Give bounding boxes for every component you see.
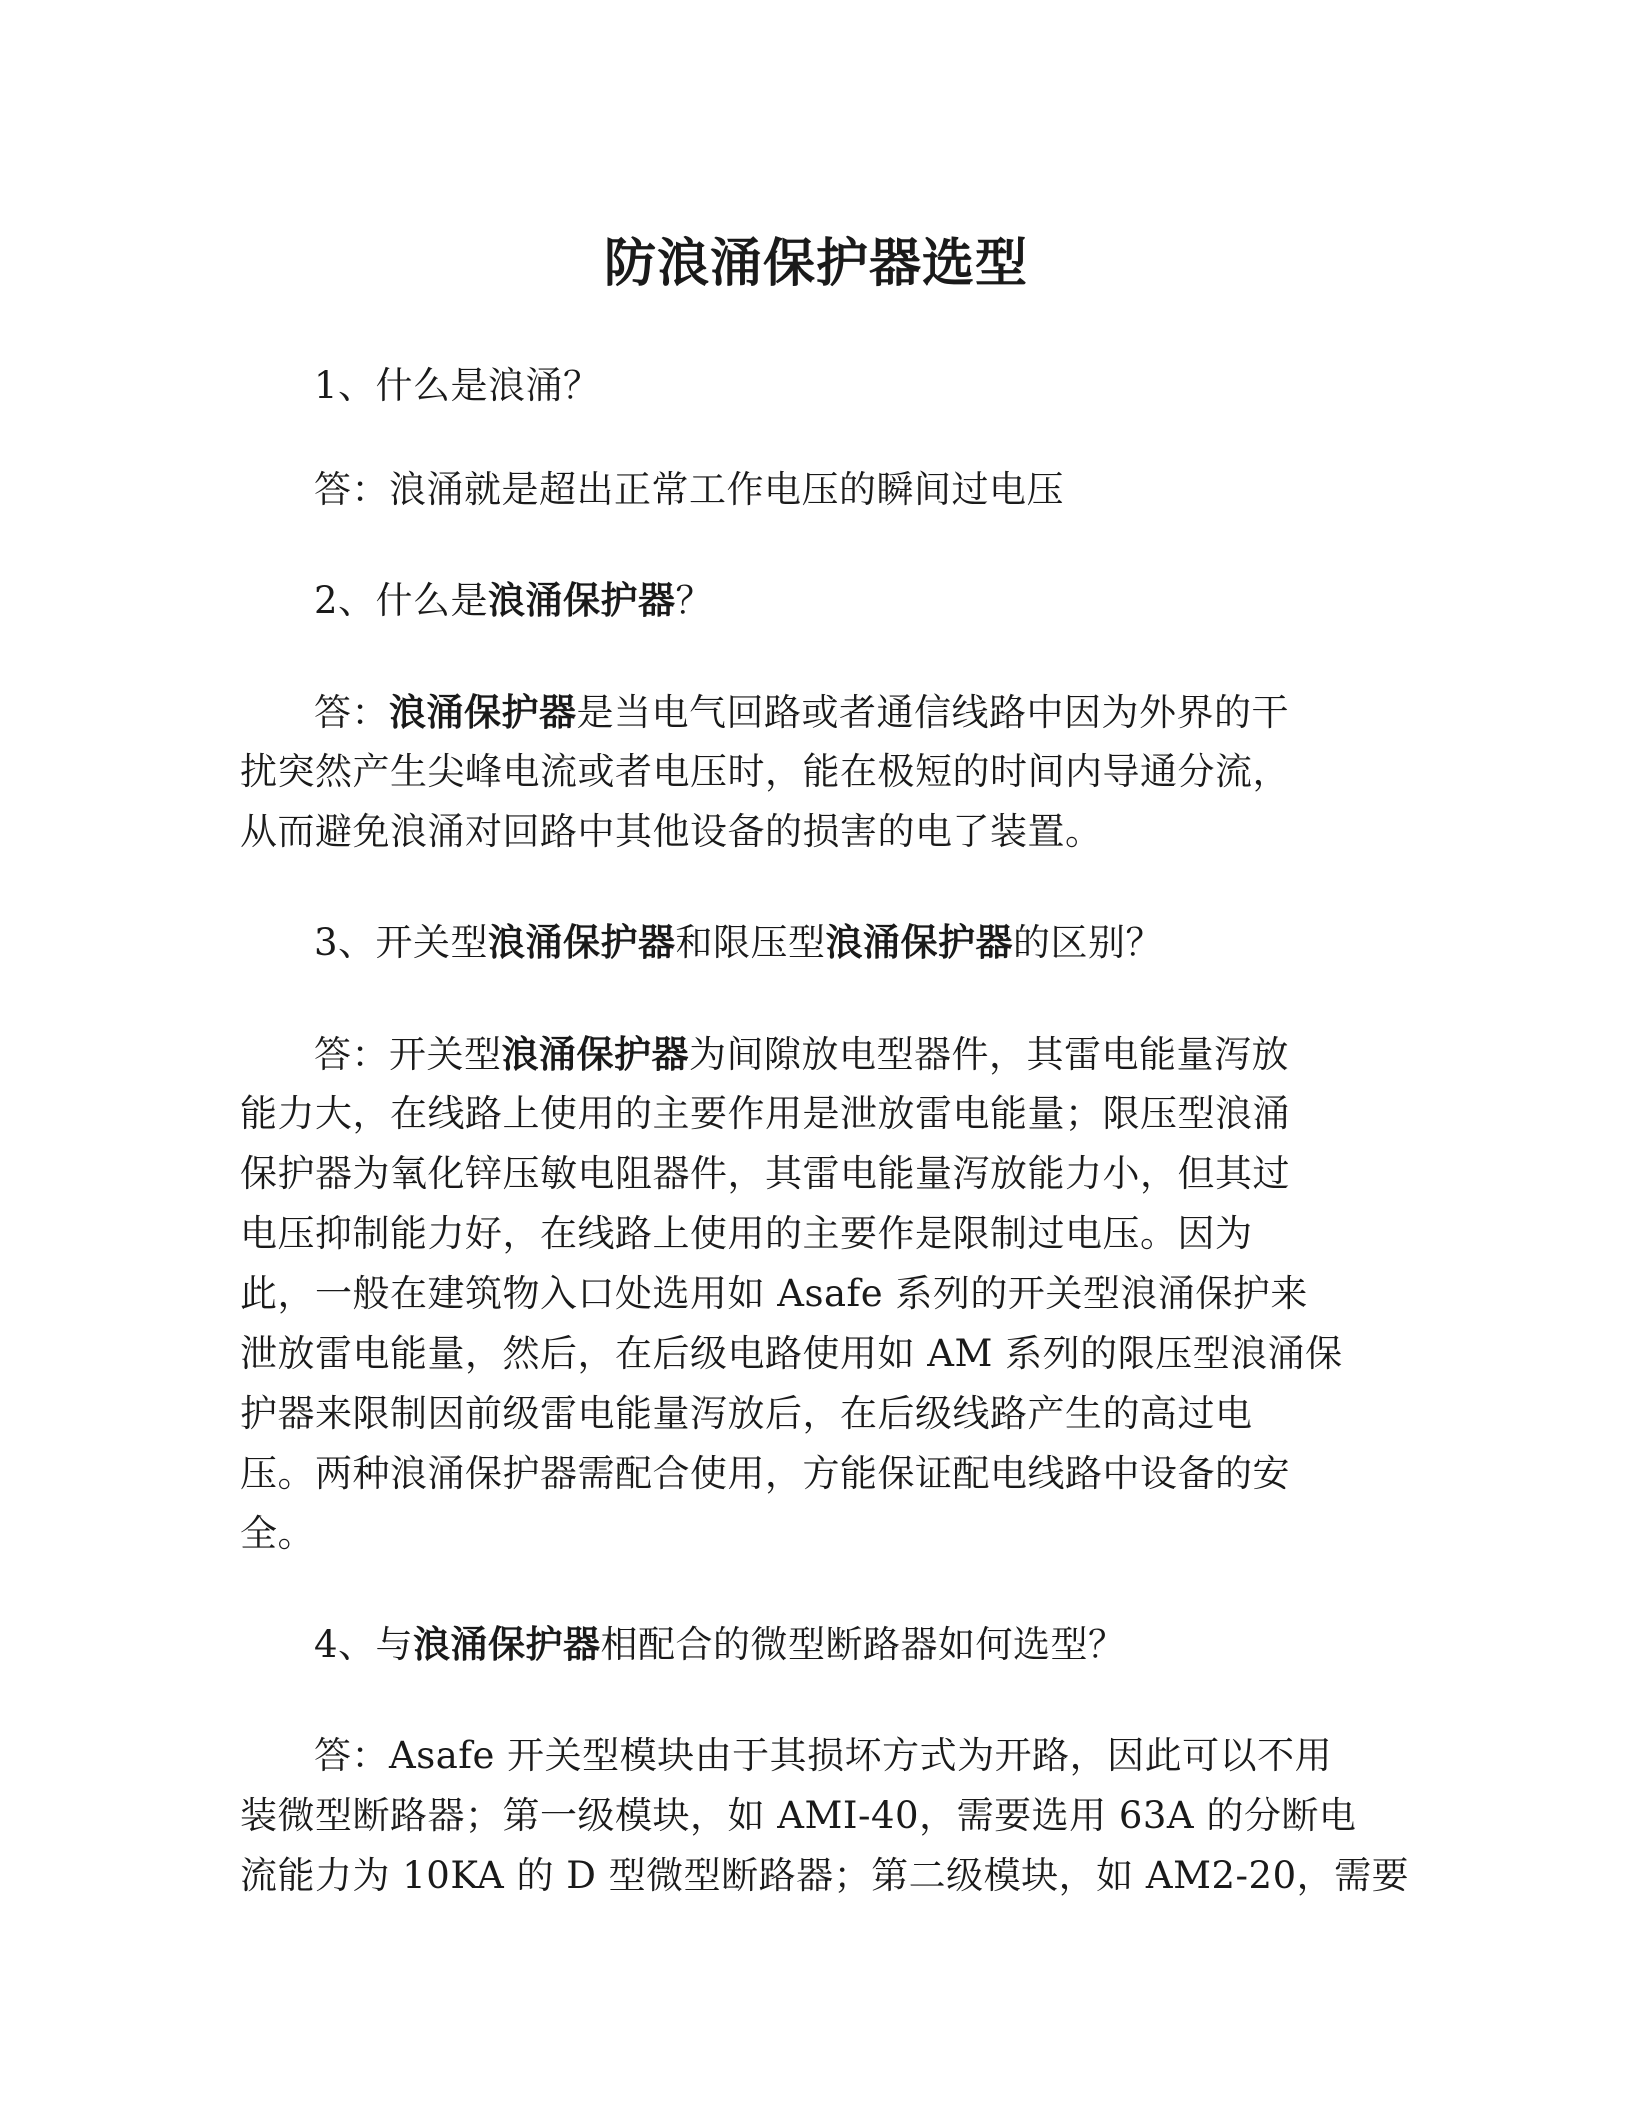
question-2-suffix: ？ [675,579,714,622]
question-3-term-1: 浪涌保护器 [488,920,676,964]
question-1 [314,356,601,416]
question-4-term: 浪涌保护器 [413,1622,601,1666]
answer-3-line-1 [314,1024,1289,1085]
answer-1-line-1: 答：浪涌就是超出正常工作电压的瞬间过电压 [314,468,1064,511]
answer-4-line-2: 装微型断路器；第一级模块，如 AMI-40，需要选用 63A 的分断电 [240,1794,1357,1837]
answer-3-line-7: 护器来限制因前级雷电能量泻放后，在后级线路产生的高过电 [240,1392,1253,1435]
answer-2-rest: 是当电气回路或者通信线路中因为外界的干 [576,691,1289,734]
answer-2-prefix: 答： [314,691,389,734]
answer-2-line-2: 扰突然产生尖峰电流或者电压时，能在极短的时间内导通分流， [240,750,1290,793]
question-1-text: 1、什么是浪涌？ [314,364,601,407]
answer-3-line-3: 保护器为氧化锌压敏电阻器件，其雷电能量泻放能力小，但其过 [240,1152,1290,1195]
question-2-prefix: 2、什么是 [314,579,489,622]
answer-2-term: 浪涌保护器 [389,690,577,734]
answer-3-line-6: 泄放雷电能量，然后，在后级电路使用如 AM 系列的限压型浪涌保 [240,1332,1343,1375]
question-4-suffix: 相配合的微型断路器如何选型？ [600,1623,1126,1666]
answer-3-line-2: 能力大，在线路上使用的主要作用是泄放雷电能量；限压型浪涌 [240,1092,1290,1135]
answer-2-line-1 [314,682,1289,743]
question-4-prefix: 4、与 [314,1623,414,1666]
answer-3-prefix: 答：开关型 [314,1033,502,1076]
answer-3-line-9: 全。 [240,1512,315,1555]
question-3-suffix: 的区别？ [1013,921,1164,964]
answer-3-term: 浪涌保护器 [501,1032,689,1076]
question-2-term: 浪涌保护器 [488,578,676,622]
question-4 [314,1614,1126,1675]
question-3-term-2: 浪涌保护器 [825,920,1014,964]
answer-3-line-5: 此，一般在建筑物入口处选用如 Asafe 系列的开关型浪涌保护来 [240,1272,1308,1315]
answer-3-line-4: 电压抑制能力好，在线路上使用的主要作是限制过电压。因为 [240,1212,1253,1255]
answer-3-rest: 为间隙放电型器件，其雷电能量泻放 [689,1033,1289,1076]
question-2 [314,570,713,631]
question-3 [314,912,1163,973]
answer-2-line-3: 从而避免浪涌对回路中其他设备的损害的电了装置。 [240,810,1103,853]
answer-3-line-8: 压。两种浪涌保护器需配合使用，方能保证配电线路中设备的安 [240,1452,1290,1495]
question-3-prefix: 3、开关型 [314,921,489,964]
question-3-mid: 和限压型 [675,921,826,964]
document-title: 防浪涌保护器选型 [603,233,1028,294]
answer-4-line-1: 答：Asafe 开关型模块由于其损坏方式为开路，因此可以不用 [314,1734,1333,1777]
answer-4-line-3: 流能力为 10KA 的 D 型微型断路器；第二级模块，如 AM2-20，需要 [240,1854,1410,1897]
